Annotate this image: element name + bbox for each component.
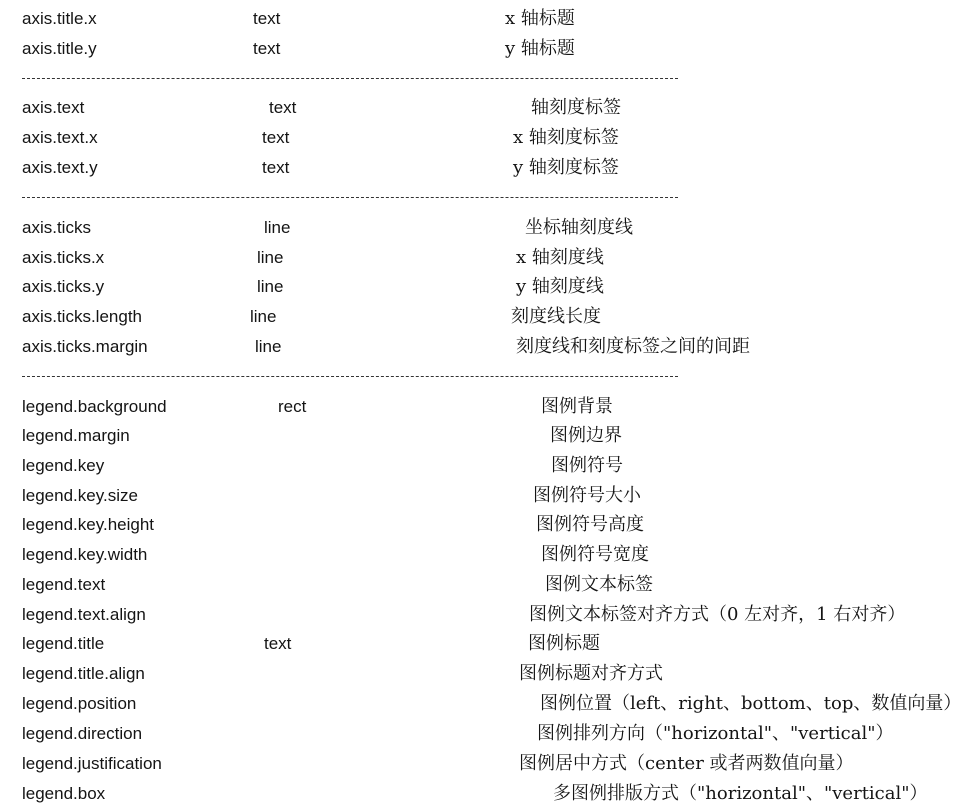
element-description: 图例符号大小 — [533, 485, 641, 506]
element-type: rect — [278, 397, 307, 416]
element-type: text — [262, 128, 290, 147]
element-name: axis.text.y — [22, 158, 98, 177]
table-row — [0, 272, 977, 302]
element-name: legend.key.width — [22, 545, 148, 564]
element-description: 图例标题对齐方式 — [519, 663, 663, 684]
element-name: legend.position — [22, 694, 137, 713]
element-type: text — [262, 158, 290, 177]
element-name: axis.text.x — [22, 128, 98, 147]
table-row — [0, 719, 977, 749]
element-description: 图例居中方式（center 或者两数值向量） — [519, 753, 854, 774]
element-description: x 轴标题 — [505, 8, 575, 29]
table-row — [0, 570, 977, 600]
element-description: 图例边界 — [550, 425, 622, 446]
table-row — [0, 123, 977, 153]
element-description: y 轴刻度线 — [516, 276, 604, 297]
element-type: line — [250, 307, 277, 326]
table-row — [0, 600, 977, 630]
table-row — [0, 302, 977, 332]
element-name: axis.title.x — [22, 9, 97, 28]
element-name: legend.key.height — [22, 515, 155, 534]
element-name: axis.title.y — [22, 39, 97, 58]
element-name: axis.text — [22, 98, 85, 117]
element-description: 图例排列方向（"horizontal"、"vertical"） — [537, 723, 894, 744]
table-row — [0, 421, 977, 451]
element-name: legend.background — [22, 397, 167, 416]
element-type: text — [253, 39, 281, 58]
element-name: legend.margin — [22, 426, 130, 445]
table-row — [0, 779, 977, 809]
element-name: legend.key.size — [22, 486, 138, 505]
table-row — [0, 689, 977, 719]
element-name: legend.key — [22, 456, 105, 475]
table-row — [0, 749, 977, 779]
table-row — [0, 540, 977, 570]
table-row — [0, 510, 977, 540]
element-type: line — [264, 218, 291, 237]
element-description: 图例位置（left、right、bottom、top、数值向量） — [540, 693, 962, 714]
element-description: 图例符号高度 — [536, 514, 644, 535]
element-description: 图例背景 — [541, 396, 613, 417]
element-name: legend.box — [22, 784, 106, 803]
element-description: 图例符号宽度 — [541, 544, 649, 565]
element-name: legend.text.align — [22, 605, 146, 624]
element-description: 图例文本标签对齐方式（0 左对齐，1 右对齐） — [529, 604, 906, 625]
element-description: 轴刻度标签 — [531, 97, 621, 118]
element-description: 多图例排版方式（"horizontal"、"vertical"） — [553, 783, 928, 804]
dashed-divider — [22, 78, 678, 79]
element-name: legend.title.align — [22, 664, 145, 683]
table-row — [0, 629, 977, 659]
element-description: x 轴刻度标签 — [513, 127, 619, 148]
element-name: axis.ticks.y — [22, 277, 105, 296]
element-description: 刻度线长度 — [511, 306, 601, 327]
element-name: axis.ticks.x — [22, 248, 105, 267]
table-row — [0, 213, 977, 243]
element-description: 图例标题 — [528, 633, 600, 654]
table-row — [0, 4, 977, 34]
dashed-divider — [22, 197, 678, 198]
element-type: text — [264, 634, 292, 653]
element-type: line — [257, 248, 284, 267]
element-description: 刻度线和刻度标签之间的间距 — [516, 336, 750, 357]
table-row — [0, 243, 977, 273]
element-name: axis.ticks — [22, 218, 91, 237]
element-type: line — [257, 277, 284, 296]
element-name: axis.ticks.margin — [22, 337, 148, 356]
element-description: 图例符号 — [551, 455, 623, 476]
element-name: legend.justification — [22, 754, 162, 773]
table-row — [0, 34, 977, 64]
table-row — [0, 332, 977, 362]
element-description: y 轴刻度标签 — [513, 157, 619, 178]
table-row — [0, 392, 977, 422]
element-type: text — [253, 9, 281, 28]
table-row — [0, 451, 977, 481]
element-description: y 轴标题 — [505, 38, 575, 59]
element-type: line — [255, 337, 282, 356]
element-description: 图例文本标签 — [545, 574, 653, 595]
table-row — [0, 93, 977, 123]
element-name: legend.title — [22, 634, 105, 653]
element-type: text — [269, 98, 297, 117]
table-row — [0, 481, 977, 511]
element-name: legend.direction — [22, 724, 143, 743]
element-name: legend.text — [22, 575, 106, 594]
table-row — [0, 153, 977, 183]
element-name: axis.ticks.length — [22, 307, 142, 326]
table-row — [0, 659, 977, 689]
element-description: x 轴刻度线 — [516, 247, 604, 268]
dashed-divider — [22, 376, 678, 377]
element-description: 坐标轴刻度线 — [525, 217, 633, 238]
